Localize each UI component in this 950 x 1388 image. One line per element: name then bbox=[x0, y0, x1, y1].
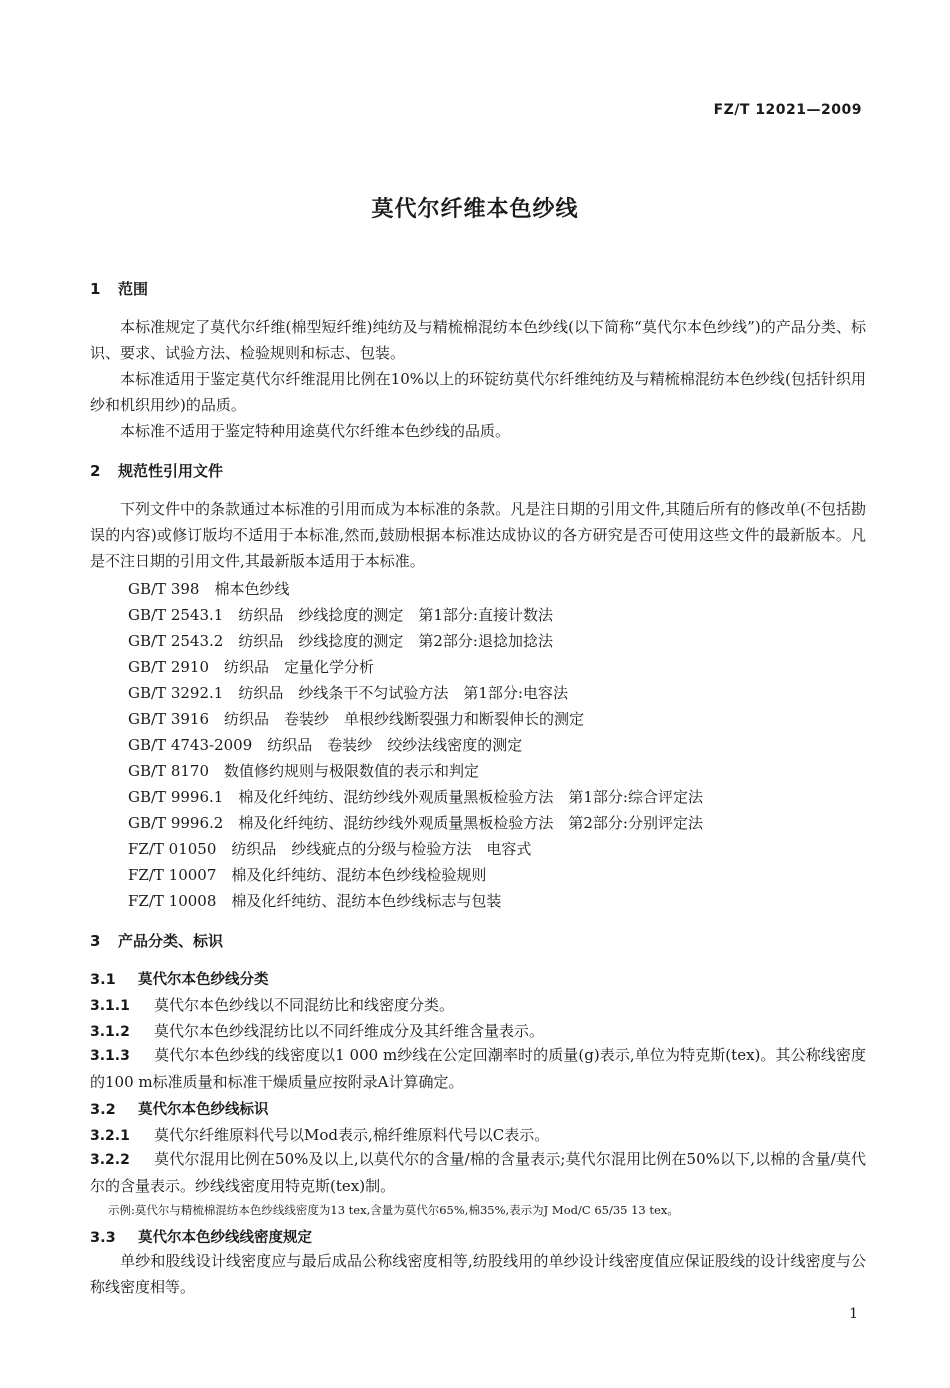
clause-3-2-1 bbox=[90, 1124, 549, 1145]
section-1-paragraph-3 bbox=[90, 418, 866, 444]
clause-3-1-3 bbox=[90, 1042, 866, 1095]
clause-3-1-2 bbox=[90, 1020, 544, 1041]
reference-item bbox=[128, 578, 290, 599]
reference-code: GB/T 398 bbox=[128, 580, 200, 598]
clause-text: 莫代尔纤维原料代号以Mod表示,棉纤维原料代号以C表示。 bbox=[154, 1126, 550, 1144]
clause-number: 3.3 bbox=[90, 1230, 116, 1246]
section-1-heading bbox=[90, 278, 148, 299]
reference-item bbox=[128, 890, 501, 911]
section-title: 规范性引用文件 bbox=[118, 462, 224, 480]
paragraph-text: 下列文件中的条款通过本标准的引用而成为本标准的条款。凡是注日期的引用文件,其随后所有的修改单(不包括勘误的内容)或修订版均不适用于本标准,然而,鼓励根据本标准达成协议的各方研究是否可使用这些文件的最新版本。凡是不注日期的引用文件,其最新版本适用于本标准。 bbox=[90, 500, 866, 570]
reference-code: GB/T 9996.1 bbox=[128, 788, 224, 806]
section-1-paragraph-1 bbox=[90, 314, 866, 366]
clause-title: 莫代尔本色纱线分类 bbox=[138, 972, 269, 988]
reference-item bbox=[128, 838, 531, 859]
paragraph-text: 本标准规定了莫代尔纤维(棉型短纤维)纯纺及与精梳棉混纺本色纱线(以下简称“莫代尔本色纱线”)的产品分类、标识、要求、试验方法、检验规则和标志、包装。 bbox=[90, 318, 866, 362]
clause-text: 莫代尔混用比例在50%及以上,以莫代尔的含量/棉的含量表示;莫代尔混用比例在50%以下,以棉的含量/莫代尔的含量表示。纱线线密度用特克斯(tex)制。 bbox=[90, 1150, 866, 1195]
document-title: 莫代尔纤维本色纱线 bbox=[371, 197, 579, 222]
paragraph-text: 本标准不适用于鉴定特种用途莫代尔纤维本色纱线的品质。 bbox=[120, 422, 511, 440]
reference-title: 纺织品 纱线捻度的测定 第2部分:退捻加捻法 bbox=[238, 632, 553, 650]
reference-item bbox=[128, 786, 703, 807]
reference-code: FZ/T 01050 bbox=[128, 840, 217, 858]
reference-item bbox=[128, 864, 486, 885]
clause-text: 莫代尔本色纱线混纺比以不同纤维成分及其纤维含量表示。 bbox=[154, 1022, 545, 1040]
example-note: 示例:莫代尔与精梳棉混纺本色纱线线密度为13 tex,含量为莫代尔65%,棉35%,表示为J Mod/C 65/35 13 tex。 bbox=[108, 1203, 679, 1217]
reference-code: GB/T 9996.2 bbox=[128, 814, 224, 832]
reference-title: 棉及化纤纯纺、混纺纱线外观质量黑板检验方法 第2部分:分别评定法 bbox=[238, 814, 703, 832]
clause-3-1-1 bbox=[90, 994, 454, 1015]
clause-number: 3.2 bbox=[90, 1102, 116, 1118]
reference-code: GB/T 2543.1 bbox=[128, 606, 224, 624]
reference-item bbox=[128, 812, 703, 833]
clause-title: 莫代尔本色纱线线密度规定 bbox=[138, 1230, 312, 1246]
clause-number: 3.1.2 bbox=[90, 1024, 130, 1040]
section-number: 1 bbox=[90, 280, 101, 298]
reference-title: 纺织品 纱线捻度的测定 第1部分:直接计数法 bbox=[238, 606, 553, 624]
paragraph-text: 单纱和股线设计线密度应与最后成品公称线密度相等,纺股线用的单纱设计线密度值应保证股线的设计线密度与公称线密度相等。 bbox=[90, 1252, 866, 1296]
reference-title: 纺织品 卷装纱 单根纱线断裂强力和断裂伸长的测定 bbox=[224, 710, 585, 728]
section-2-heading bbox=[90, 460, 223, 481]
reference-title: 纺织品 卷装纱 绞纱法线密度的测定 bbox=[267, 736, 523, 754]
clause-number: 3.2.2 bbox=[90, 1152, 130, 1168]
clause-text: 莫代尔本色纱线的线密度以1 000 m纱线在公定回潮率时的质量(g)表示,单位为特克斯(tex)。其公称线密度的100 m标准质量和标准干燥质量应按附录A计算确定。 bbox=[90, 1046, 866, 1091]
reference-title: 纺织品 纱线疵点的分级与检验方法 电容式 bbox=[231, 840, 532, 858]
reference-code: GB/T 2543.2 bbox=[128, 632, 224, 650]
reference-code: FZ/T 10008 bbox=[128, 892, 217, 910]
clause-number: 3.1 bbox=[90, 972, 116, 988]
section-title: 范围 bbox=[118, 280, 149, 298]
reference-code: GB/T 2910 bbox=[128, 658, 210, 676]
section-title: 产品分类、标识 bbox=[118, 932, 224, 950]
reference-title: 棉及化纤纯纺、混纺本色纱线检验规则 bbox=[231, 866, 487, 884]
clause-3-2-2 bbox=[90, 1146, 866, 1199]
reference-code: GB/T 4743-2009 bbox=[128, 736, 253, 754]
clause-3-1-heading bbox=[90, 968, 269, 989]
section-3-heading bbox=[90, 930, 223, 951]
reference-item bbox=[128, 630, 553, 651]
clause-title: 莫代尔本色纱线标识 bbox=[138, 1102, 269, 1118]
reference-code: GB/T 3292.1 bbox=[128, 684, 224, 702]
paragraph-text: 本标准适用于鉴定莫代尔纤维混用比例在10%以上的环锭纺莫代尔纤维纯纺及与精梳棉混纺本色纱线(包括针织用纱和机织用纱)的品质。 bbox=[90, 370, 866, 414]
clause-number: 3.1.1 bbox=[90, 998, 130, 1014]
section-number: 2 bbox=[90, 462, 101, 480]
reference-title: 纺织品 纱线条干不匀试验方法 第1部分:电容法 bbox=[238, 684, 568, 702]
reference-title: 数值修约规则与极限数值的表示和判定 bbox=[224, 762, 480, 780]
clause-text: 莫代尔本色纱线以不同混纺比和线密度分类。 bbox=[154, 996, 455, 1014]
clause-number: 3.2.1 bbox=[90, 1128, 130, 1144]
reference-item bbox=[128, 604, 553, 625]
clause-3-2-heading bbox=[90, 1098, 269, 1119]
section-2-intro bbox=[90, 496, 866, 574]
reference-code: FZ/T 10007 bbox=[128, 866, 217, 884]
reference-item bbox=[128, 656, 374, 677]
reference-item bbox=[128, 760, 479, 781]
reference-code: GB/T 3916 bbox=[128, 710, 210, 728]
section-number: 3 bbox=[90, 932, 101, 950]
reference-title: 棉及化纤纯纺、混纺纱线外观质量黑板检验方法 第1部分:综合评定法 bbox=[238, 788, 703, 806]
clause-3-3-text bbox=[90, 1248, 866, 1300]
reference-title: 纺织品 定量化学分析 bbox=[224, 658, 375, 676]
page-number: 1 bbox=[849, 1306, 858, 1322]
reference-item bbox=[128, 734, 522, 755]
reference-code: GB/T 8170 bbox=[128, 762, 210, 780]
clause-3-3-heading bbox=[90, 1226, 312, 1247]
reference-title: 棉本色纱线 bbox=[214, 580, 290, 598]
reference-item bbox=[128, 682, 568, 703]
section-1-paragraph-2 bbox=[90, 366, 866, 418]
reference-item bbox=[128, 708, 584, 729]
reference-title: 棉及化纤纯纺、混纺本色纱线标志与包装 bbox=[231, 892, 502, 910]
clause-number: 3.1.3 bbox=[90, 1048, 130, 1064]
standard-code: FZ/T 12021—2009 bbox=[713, 102, 862, 118]
